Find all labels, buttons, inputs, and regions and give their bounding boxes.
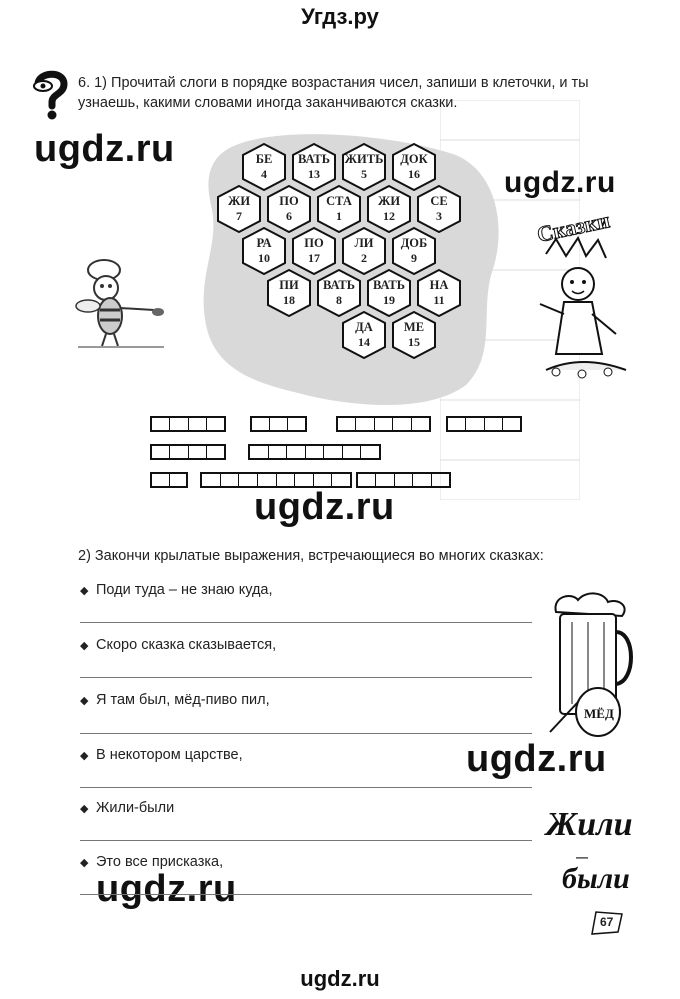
skazki-lettering: Сказки xyxy=(534,207,612,247)
syllable-number: 13 xyxy=(308,167,320,181)
answer-cell[interactable] xyxy=(466,418,484,430)
answer-cell[interactable] xyxy=(207,418,224,430)
syllable-text: ДОБ xyxy=(400,236,428,250)
answer-cell[interactable] xyxy=(343,446,362,458)
syllable-text: СЕ xyxy=(430,194,448,208)
syllable-text: ВАТЬ xyxy=(322,278,356,292)
syllable-text: ПО xyxy=(304,236,324,250)
diamond-bullet-icon: ◆ xyxy=(80,857,89,869)
answer-cell[interactable] xyxy=(252,418,270,430)
syllable-text: РА xyxy=(256,236,272,250)
answer-cell[interactable] xyxy=(170,446,188,458)
syllable-hexagon xyxy=(242,227,286,275)
answer-cell[interactable] xyxy=(277,474,296,486)
answer-cell[interactable] xyxy=(393,418,411,430)
honey-mug-illustration xyxy=(548,592,638,742)
syllable-text: ВАТЬ xyxy=(372,278,406,292)
question-mark-icon xyxy=(32,68,70,120)
diamond-bullet-icon: ◆ xyxy=(80,585,89,597)
answer-line[interactable] xyxy=(80,622,532,623)
syllable-number: 3 xyxy=(436,209,442,223)
answer-cell[interactable] xyxy=(413,474,431,486)
syllable-hexagon xyxy=(317,185,361,233)
syllable-text: ПО xyxy=(279,194,299,208)
answer-cell[interactable] xyxy=(376,474,394,486)
answer-cell[interactable] xyxy=(324,446,343,458)
diamond-bullet-icon: ◆ xyxy=(80,803,89,815)
answer-line[interactable] xyxy=(80,894,532,895)
syllable-number: 19 xyxy=(383,293,395,307)
diamond-bullet-icon: ◆ xyxy=(80,695,89,707)
syllable-hexagon xyxy=(292,227,336,275)
syllable-hexagon xyxy=(267,269,311,317)
syllable-text: ЖИ xyxy=(377,194,401,208)
diamond-bullet-icon: ◆ xyxy=(80,750,89,762)
diamond-bullet-icon: ◆ xyxy=(80,640,89,652)
answer-cell[interactable] xyxy=(361,446,379,458)
syllable-text: ДОК xyxy=(400,152,428,166)
answer-cell[interactable] xyxy=(358,474,376,486)
syllable-hexagon xyxy=(392,227,436,275)
syllable-text: БЕ xyxy=(255,152,273,166)
answer-cell[interactable] xyxy=(432,474,449,486)
phrase-item: ◆ Поди туда – не знаю куда, xyxy=(80,582,273,598)
answer-word-cells[interactable] xyxy=(356,472,451,488)
syllable-hexagon xyxy=(367,269,411,317)
syllable-number: 18 xyxy=(283,293,295,307)
answer-cell[interactable] xyxy=(287,446,306,458)
syllable-hexagon xyxy=(217,185,261,233)
phrase-item: ◆ Я там был, мёд-пиво пил, xyxy=(80,692,270,708)
answer-cell[interactable] xyxy=(269,446,288,458)
syllable-number: 14 xyxy=(358,335,370,349)
answer-cell[interactable] xyxy=(288,418,305,430)
syllable-number: 12 xyxy=(383,209,395,223)
answer-line[interactable] xyxy=(80,840,532,841)
subtask-2-instruction: 2) Закончи крылатые выражения, встречающиеся во многих сказках: xyxy=(78,548,544,564)
answer-cell[interactable] xyxy=(189,418,207,430)
answer-cell[interactable] xyxy=(189,446,207,458)
answer-cell[interactable] xyxy=(412,418,429,430)
answer-word-cells[interactable] xyxy=(200,472,352,488)
answer-cell[interactable] xyxy=(152,446,170,458)
answer-word-cells[interactable] xyxy=(150,444,226,460)
answer-cell[interactable] xyxy=(170,418,188,430)
answer-cell[interactable] xyxy=(448,418,466,430)
answer-word-cells[interactable] xyxy=(150,472,188,488)
syllable-hexagon xyxy=(417,269,461,317)
syllable-number: 16 xyxy=(408,167,420,181)
syllable-text: ДА xyxy=(355,320,373,334)
syllable-number: 2 xyxy=(361,251,367,265)
phrase-item: ◆ Это все присказка, xyxy=(80,854,224,870)
syllable-hexagon xyxy=(342,227,386,275)
byli-text: были xyxy=(562,862,630,895)
answer-cell[interactable] xyxy=(258,474,277,486)
answer-word-cells[interactable] xyxy=(446,416,522,432)
site-footer-title: ugdz.ru xyxy=(300,966,380,991)
watermark: ugdz.ru xyxy=(466,738,607,780)
answer-line[interactable] xyxy=(80,787,532,788)
answer-cell-grid[interactable] xyxy=(150,416,570,496)
syllable-number: 1 xyxy=(336,209,342,223)
syllable-number: 6 xyxy=(286,209,292,223)
answer-cell[interactable] xyxy=(207,446,224,458)
answer-line[interactable] xyxy=(80,733,532,734)
syllable-hexagon xyxy=(342,311,386,359)
syllable-text: ЖИ xyxy=(227,194,251,208)
zhili-text: Жили xyxy=(546,806,633,843)
syllable-text: ПИ xyxy=(279,278,299,292)
syllable-number: 7 xyxy=(236,209,242,223)
answer-cell[interactable] xyxy=(202,474,221,486)
answer-word-cells[interactable] xyxy=(250,416,307,432)
skazki-character-illustration xyxy=(526,194,638,384)
answer-cell[interactable] xyxy=(239,474,258,486)
watermark: ugdz.ru xyxy=(504,166,616,199)
syllable-number: 8 xyxy=(336,293,342,307)
syllable-number: 4 xyxy=(261,167,267,181)
syllable-number: 5 xyxy=(361,167,367,181)
syllable-number: 15 xyxy=(408,335,420,349)
answer-cell[interactable] xyxy=(152,418,170,430)
syllable-hexagon xyxy=(367,185,411,233)
watermark: ugdz.ru xyxy=(34,128,175,170)
syllable-honeycomb xyxy=(227,143,470,373)
answer-line[interactable] xyxy=(80,677,532,678)
answer-cell[interactable] xyxy=(356,418,374,430)
page-number-flag xyxy=(588,910,624,936)
answer-cell[interactable] xyxy=(250,446,269,458)
syllable-number: 17 xyxy=(308,251,320,265)
answer-word-cells[interactable] xyxy=(336,416,431,432)
syllable-hexagon xyxy=(392,143,436,191)
site-header-title: Угдз.ру xyxy=(301,4,379,29)
syllable-text: ЛИ xyxy=(354,236,374,250)
answer-cell[interactable] xyxy=(306,446,325,458)
syllable-text: ЖИТЬ xyxy=(344,152,384,166)
answer-cell[interactable] xyxy=(152,474,170,486)
answer-cell[interactable] xyxy=(314,474,333,486)
phrase-item: ◆ Жили-были xyxy=(80,800,175,816)
syllable-text: СТА xyxy=(326,194,352,208)
answer-cell[interactable] xyxy=(395,474,413,486)
syllable-number: 11 xyxy=(433,293,445,307)
zhili-byli-lettering: Жили — были xyxy=(546,806,633,895)
syllable-hexagon xyxy=(267,185,311,233)
answer-word-cells[interactable] xyxy=(248,444,381,460)
answer-cell[interactable] xyxy=(375,418,393,430)
answer-cell[interactable] xyxy=(332,474,350,486)
task-6-instruction: 6. 1) Прочитай слоги в порядке возрастания чисел, запиши в клеточки, и ты узнаешь, какими словами иногда заканчиваются сказки. xyxy=(78,75,589,111)
syllable-text: ВАТЬ xyxy=(297,152,331,166)
mug-label: МЁД xyxy=(584,706,614,721)
answer-cell[interactable] xyxy=(338,418,356,430)
syllable-text: НА xyxy=(429,278,449,292)
answer-cell[interactable] xyxy=(221,474,240,486)
bee-cook-illustration xyxy=(74,250,174,350)
syllable-number: 10 xyxy=(258,251,270,265)
syllable-hexagon xyxy=(392,311,436,359)
page-number: 67 xyxy=(600,915,614,929)
phrase-item: ◆ В некотором царстве, xyxy=(80,747,243,763)
syllable-hexagon xyxy=(292,143,336,191)
answer-word-cells[interactable] xyxy=(150,416,226,432)
syllable-number: 9 xyxy=(411,251,417,265)
syllable-hexagon xyxy=(242,143,286,191)
answer-cell[interactable] xyxy=(503,418,520,430)
answer-cell[interactable] xyxy=(295,474,314,486)
syllable-hexagon xyxy=(317,269,361,317)
answer-cell[interactable] xyxy=(170,474,187,486)
answer-cell[interactable] xyxy=(270,418,288,430)
watermark: ugdz.ru xyxy=(254,486,395,528)
syllable-text: МЕ xyxy=(403,320,425,334)
answer-cell[interactable] xyxy=(485,418,503,430)
phrase-item: ◆ Скоро сказка сказывается, xyxy=(80,637,277,653)
syllable-hexagon xyxy=(417,185,461,233)
syllable-hexagon xyxy=(342,143,386,191)
watermark: ugdz.ru xyxy=(96,868,237,910)
